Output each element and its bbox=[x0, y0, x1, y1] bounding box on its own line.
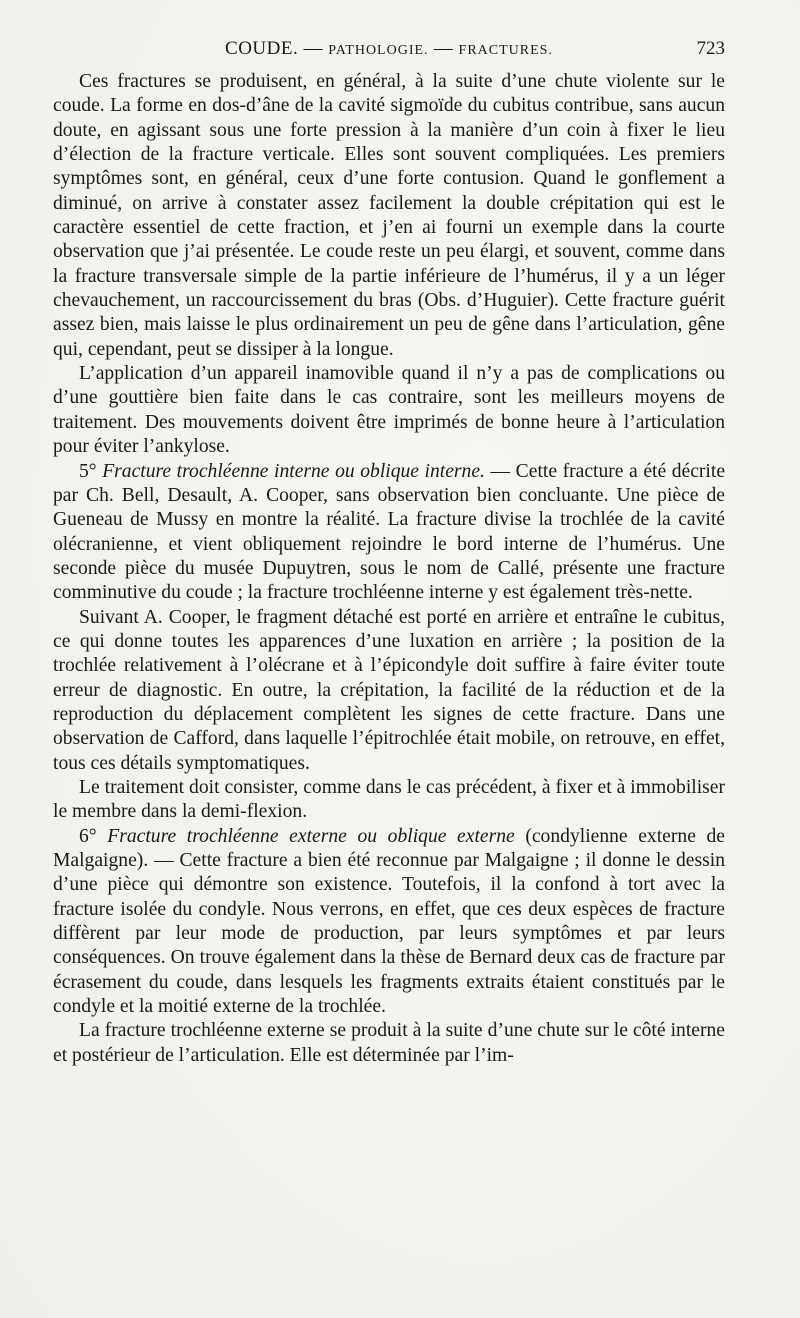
section-title: Fracture trochléenne externe ou oblique externe bbox=[107, 825, 515, 847]
paragraph bbox=[53, 825, 725, 1020]
paragraph bbox=[53, 362, 725, 459]
running-head bbox=[53, 36, 725, 70]
paragraph-text: Le traitement doit consister, comme dans le cas précédent, à fixer et à immobiliser le membre dans la demi-flexion. bbox=[53, 776, 725, 823]
page-number: 723 bbox=[696, 38, 725, 59]
paragraph bbox=[53, 70, 725, 362]
paragraph-text: L’application d’un appareil inamovible quand il n’y a pas de complications ou d’une gouttière bien faite dans le cas contraire, sont les meilleurs moyens de traitement. Des mouvements doivent être imprimés de bonne heure à l’articulation pour éviter l’ankylose. bbox=[53, 363, 725, 458]
title-separator: — bbox=[298, 38, 329, 59]
paragraph-text: La fracture trochléenne externe se produit à la suite d’une chute sur le côté interne et postérieur de l’articulation. Elle est déterminée par l’im- bbox=[53, 1020, 725, 1066]
paragraph bbox=[53, 1019, 725, 1068]
running-title bbox=[53, 38, 725, 60]
title-separator: — bbox=[428, 38, 459, 59]
paragraph-text: (condylienne externe de Malgaigne). — Cette fracture a bien été reconnue par Malgaigne ; il donne le dessin d’une pièce qui démontre son existence. Toutefois, il la confond à tort avec la fracture isolée du condyle. Nous verrons, en effet, que ces deux espèces de fracture diffèrent par leur mode de production, par leurs symptômes et par leurs conséquences. On trouve également dans la thèse de Bernard deux cas de fracture par écrasement du coude, dans lesquels les fragments extraits étaient constitués par le condyle et la moitié externe de la trochlée. bbox=[53, 825, 726, 1018]
paragraph-text: Ces fractures se produisent, en général, à la suite d’une chute violente sur le coude. La forme en dos-d’âne de la cavité sigmoïde du cubitus contribue, sans aucun doute, en agissant sous une forte pression à la manière d’un coin à fixer le lieu d’élection de la fracture verticale. Elles sont souvent compliquées. Les premiers symptômes sont, en général, ceux d’une forte contusion. Quand le gonflement a diminué, on arrive à constater assez facilement la double crépitation qui est le caractère essentiel de cette fraction, et j’en ai fourni un exemple dans la courte observation que j’ai présentée. Le coude reste un peu élargi, et souvent, comme dans la fracture transversale simple de la partie inférieure de l’humérus, il y a un léger chevauchement, un raccourcissement du bras (Obs. d’Huguier). Cette fracture guérit assez bien, mais laisse le plus ordinairement un peu de gêne dans l’articulation, gêne qui, cependant, peut se dissiper à la longue. bbox=[53, 71, 725, 360]
body-text bbox=[53, 70, 725, 1068]
paragraph-text: Suivant A. Cooper, le fragment détaché est porté en arrière et entraîne le cubitus, ce qui donne toutes les apparences d’une luxation en arrière ; la position de la trochlée relativement à l’olécrane et à l’épicondyle doit suffire à faire éviter toute erreur de diagnostic. En outre, la crépitation, la facilité de la réduction et de la reproduction du déplacement complètent les signes de cette fracture. Dans une observation de Cafford, dans laquelle l’épitrochlée était mobile, on retrouve, en effet, tous ces détails symptomatiques. bbox=[53, 606, 725, 774]
paragraph-text: — Cette fracture a été décrite par Ch. Bell, Desault, A. Cooper, sans observation bien concluante. Une pièce de Gueneau de Mussy en montre la réalité. La fracture divise la trochlée de la cavité olécranienne, et vient obliquement rejoindre le bord interne de l’humérus. Une seconde pièce du musée Dupuytren, sous le nom de Callé, présente une fracture comminutive du coude ; la fracture trochléenne interne y est également très-nette. bbox=[53, 460, 726, 604]
paragraph bbox=[53, 776, 725, 825]
title-sub: FRACTURES. bbox=[458, 43, 553, 58]
paragraph bbox=[53, 460, 725, 606]
title-section: PATHOLOGIE. bbox=[328, 43, 429, 58]
paragraph bbox=[53, 606, 725, 776]
section-title: Fracture trochléenne interne ou oblique interne. bbox=[102, 460, 485, 482]
section-number: 6° bbox=[79, 825, 108, 847]
section-number: 5° bbox=[79, 460, 103, 482]
title-main: COUDE. bbox=[225, 38, 299, 59]
